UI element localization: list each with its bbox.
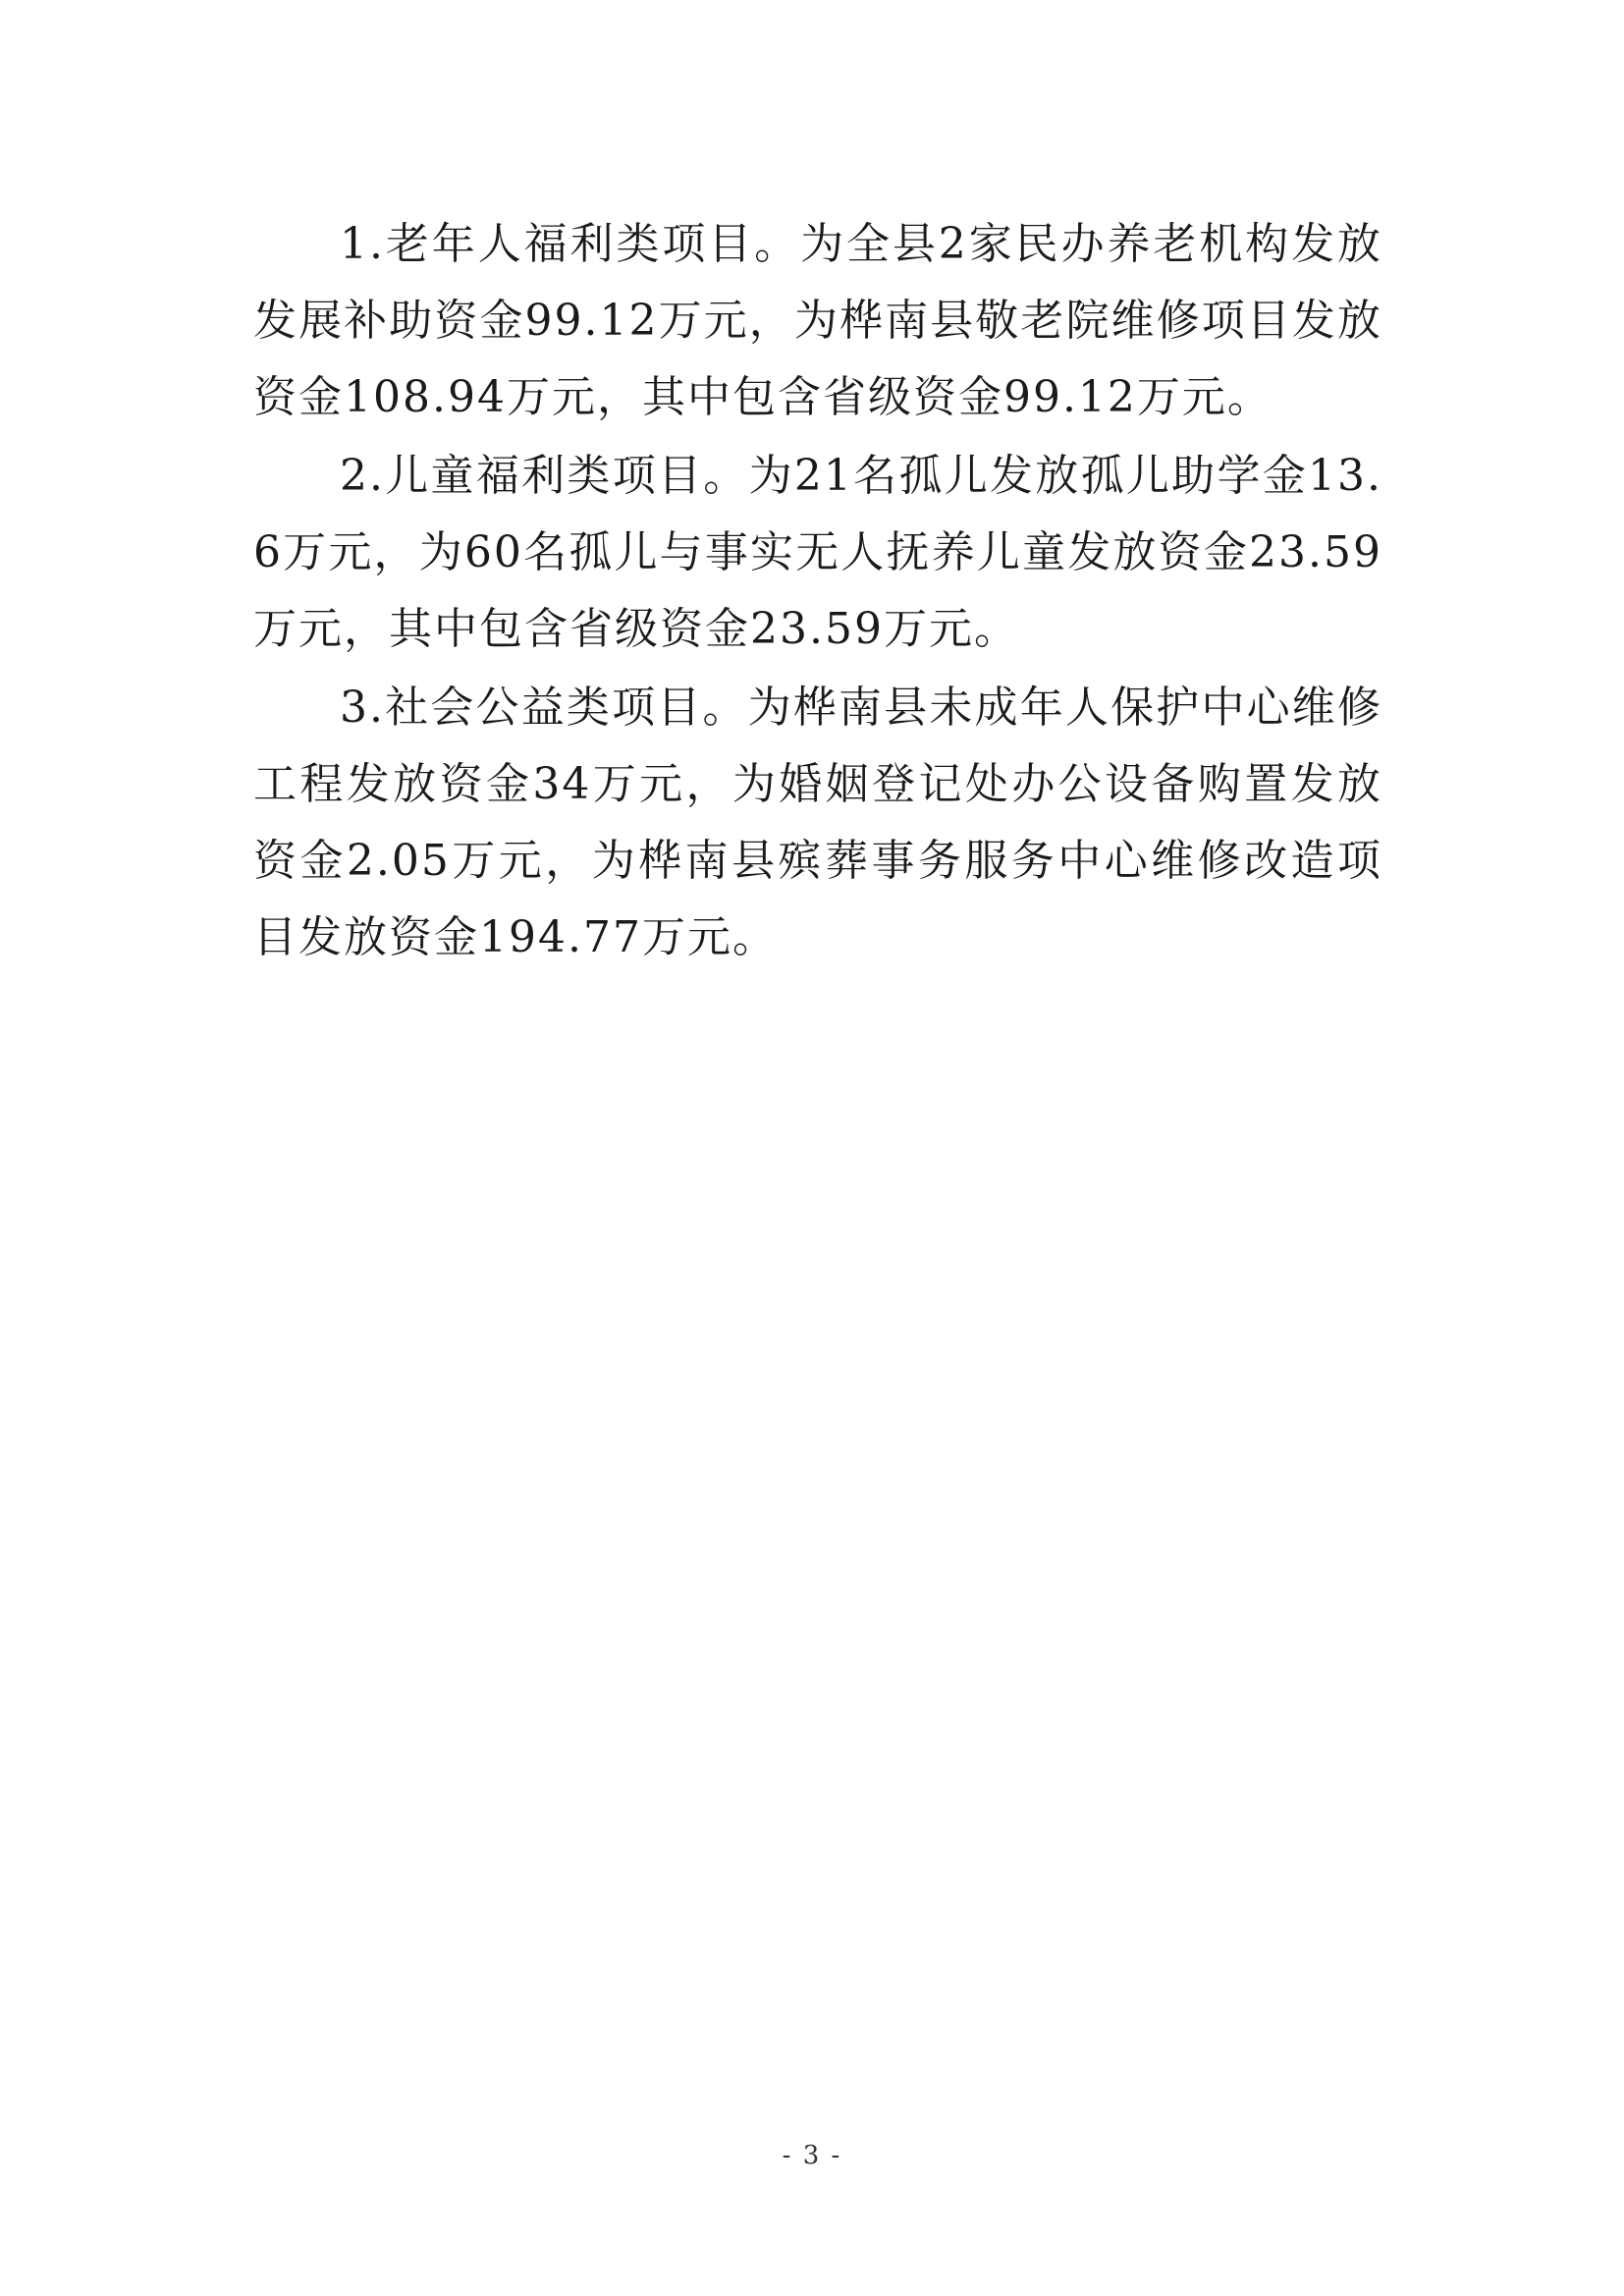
page-number: - 3 -	[782, 2141, 842, 2170]
document-body	[253, 206, 1382, 978]
paragraph-public-welfare: 3.社会公益类项目。为桦南县未成年人保护中心维修工程发放资金34万元，为婚姻登记处办公设备购置发放资金2.05万元，为桦南县殡葬事务服务中心维修改造项目发放资金194.77万元。	[253, 683, 1382, 962]
paragraph-elderly-welfare: 1.老年人福利类项目。为全县2家民办养老机构发放发展补助资金99.12万元，为桦南县敬老院维修项目发放资金108.94万元，其中包含省级资金99.12万元。	[253, 219, 1382, 422]
paragraph-child-welfare: 2.儿童福利类项目。为21名孤儿发放孤儿助学金13.6万元，为60名孤儿与事实无人抚养儿童发放资金23.59万元，其中包含省级资金23.59万元。	[253, 451, 1382, 654]
